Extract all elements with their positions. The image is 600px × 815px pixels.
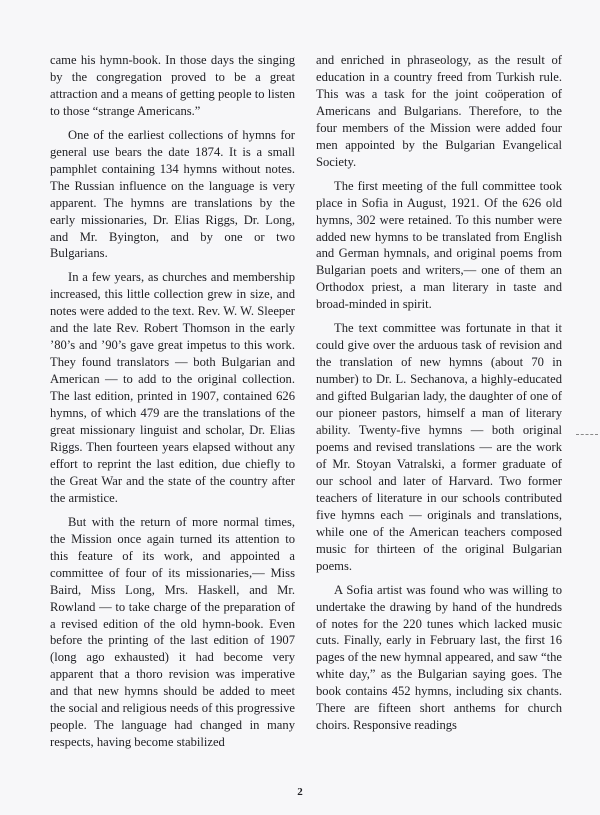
paragraph: In a few years, as churches and membership increased, this little collection grew in size, and notes were added to the text. Rev. W. W. Sleeper and the late Rev. Robert Thomson in the early ’80’s and ’90’s gave great impetus to this work. They found translators — both Bulgarian and American — to add to the original collection. The last edition, printed in 1907, contained 626 hymns, of which 479 are the translations of the great missionary linguist and scholar, Dr. Elias Riggs. Then fourteen years elapsed without any effort to reprint the last edition, due chiefly to the Great War and the state of the country after the armistice.: [50, 270, 295, 505]
paragraph: But with the return of more normal times, the Mission once again turned its attention to this feature of its work, and appointed a committee of four of its missionaries,— Miss Baird, Miss Long, Mrs. Haskell, and Mr. Rowland — to take charge of the preparation of a revised edition of the old hymn-book. Even before the printing of the last edition of 1907 (long ago exhausted) it had become very apparent that a thoro revision was imperative and that new hymns should be added to meet the social and religious needs of this progressive people. The language had changed in many respects, having become stabilized: [50, 514, 295, 750]
margin-fold-mark: [576, 434, 598, 435]
paragraph: The text committee was fortunate in that it could give over the arduous task of revision and the translation of new hymns (about 70 in number) to Dr. L. Sechanova, a highly-educated and gifted Bulgarian lady, the daughter of one of our pioneer pastors, himself a man of literary ability. Twenty-five hymns — both original poems and revised translations — are the work of Mr. Stoyan Vatralski, a former graduate of our school and later of Harvard. Two former teachers of literature in our schools contributed five hymns each — originals and translations, while one of the American teachers composed music for thirteen of the original Bulgarian poems.: [316, 321, 562, 573]
paragraph: A Sofia artist was found who was willing to undertake the drawing by hand of the hundreds of notes for the 220 tunes which lacked music cuts. Finally, early in February last, the first 16 pages of the new hymnal appeared, and saw “the white day,” as the Bulgarian saying goes. The book contains 452 hymns, including six chants. There are fifteen short anthems for church choirs. Responsive readings: [316, 582, 562, 733]
paragraph: came his hymn-book. In those days the singing by the congregation proved to be a great attraction and a means of getting people to listen to those “strange Americans.”: [50, 53, 295, 118]
paragraph: and enriched in phraseology, as the result of education in a country freed from Turkish rule. This was a task for the joint coöperation of Americans and Bulgarians. Therefore, to the four members of the Mission were added four men appointed by the Bulgarian Evangelical Society.: [316, 53, 562, 169]
right-column: [316, 52, 562, 741]
left-column: [50, 52, 295, 758]
page-number: 2: [297, 786, 303, 798]
paragraph: One of the earliest collections of hymns for general use bears the date 1874. It is a small pamphlet containing 134 hymns without notes. The Russian influence on the language is very apparent. The hymns are translations by the early missionaries, Dr. Elias Riggs, Dr. Long, and Mr. Byington, and by one or two Bulgarians.: [50, 127, 295, 261]
paragraph: The first meeting of the full committee took place in Sofia in August, 1921. Of the 626 old hymns, 302 were retained. To this number were added new hymns to be translated from English and German hymnals, and original poems from Bulgarian poets and writers,— one of them an Orthodox priest, a man literary in taste and broad-minded in spirit.: [316, 178, 562, 312]
